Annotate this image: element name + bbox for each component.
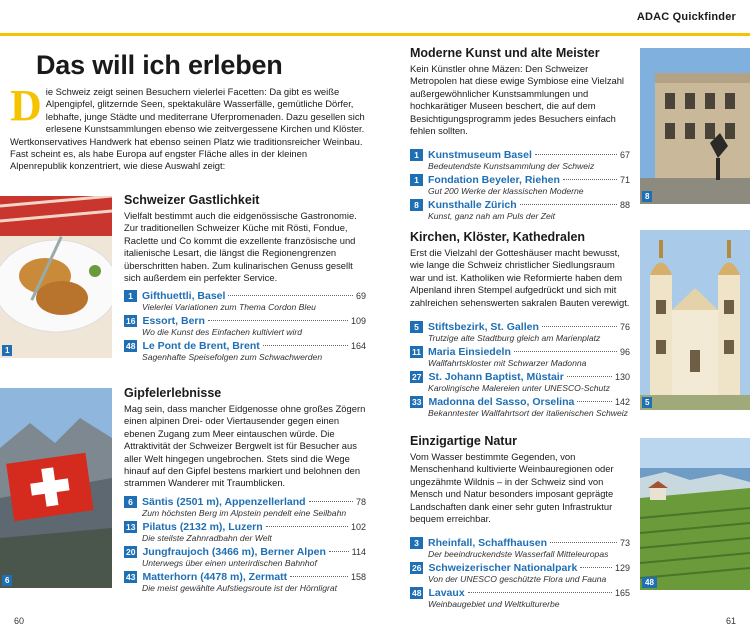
drop-cap: D: [10, 81, 42, 130]
entry-name[interactable]: Maria Einsiedeln: [428, 346, 511, 359]
page-ref: 73: [619, 538, 630, 549]
photo-mountain: [0, 388, 112, 588]
page-number-right: 61: [725, 616, 736, 626]
page-ref: 88: [619, 200, 630, 211]
entry-description: Unterwegs über einen unterirdischen Bahnhof: [142, 557, 317, 568]
quickfinder-label: ADAC Quickfinder: [636, 11, 736, 23]
section-title: Kirchen, Klöster, Kathedralen: [410, 230, 586, 244]
entry-name[interactable]: Madonna del Sasso, Orselina: [428, 396, 575, 409]
page-ref: 67: [619, 150, 630, 161]
entry-name[interactable]: Essort, Bern: [142, 315, 205, 328]
cathedral-icon: [640, 230, 750, 410]
list-item[interactable]: [410, 371, 630, 394]
entry-description: Bedeutendste Kunstsammlung der Schweiz: [428, 161, 595, 172]
entry-description: Bekanntester Wallfahrtsort der italienischen Schweiz: [428, 408, 628, 419]
entry-name[interactable]: Pilatus (2132 m), Luzern: [142, 520, 263, 533]
entry-name[interactable]: Kunstmuseum Basel: [428, 149, 532, 162]
entry-description: Der beeindruckendste Wasserfall Mitteleuropas: [428, 549, 609, 560]
entry-description: Weinbaugebiet und Weltkulturerbe: [428, 599, 560, 610]
entry-description: Die steilste Zahnradbahn der Welt: [142, 532, 272, 543]
entry-description: Vielerlei Variationen zum Thema Cordon Bleu: [142, 302, 316, 313]
map-number-badge: 3: [410, 537, 423, 549]
map-number-badge: 5: [410, 321, 423, 333]
page-ref: 130: [614, 372, 630, 383]
map-number-badge: 1: [410, 174, 423, 186]
photo-food: [0, 196, 112, 358]
page-ref: 69: [355, 291, 366, 302]
map-number-badge: 26: [412, 563, 422, 574]
page-title: Das will ich erleben: [36, 50, 283, 80]
entry-name[interactable]: Lavaux: [428, 587, 465, 600]
entry-description: Wo die Kunst des Einfachen kultiviert wird: [142, 327, 303, 338]
entry-description: Karolingische Malereien unter UNESCO-Schutz: [428, 383, 610, 394]
photo-tag: 48: [642, 577, 657, 588]
entry-description: Kunst, ganz nah am Puls der Zeit: [428, 211, 556, 222]
map-number-badge: 1: [124, 290, 137, 302]
photo-tag: 1: [2, 345, 12, 356]
section-natur: [410, 434, 630, 612]
museum-building-icon: [640, 48, 750, 204]
page-ref: 96: [619, 347, 630, 358]
entry-description: Von der UNESCO geschützte Flora und Fauna: [428, 574, 607, 585]
photo-cathedral: [640, 230, 750, 410]
entry-description: Trutzige alte Stadtburg gleich am Marienplatz: [428, 333, 601, 344]
section-text: Kein Künstler ohne Mäzen: Den Schweizer Metropolen hat diese ewige Symbiose eine Vielzahl außergewöhnlicher Kunstsammlungen und hochkarätiger Museen beschert, die auf dem Besichtigungsprogramm jedes Besuchers einfach fehlen sollten.: [410, 63, 625, 137]
photo-tag: 8: [642, 191, 652, 202]
section-kirchen: [410, 230, 630, 421]
section-title: Gipfelerlebnisse: [124, 386, 222, 400]
page-ref: 71: [619, 175, 630, 186]
entry-description: Gut 200 Werke der klassischen Moderne: [428, 186, 584, 197]
map-number-badge: 16: [126, 316, 136, 327]
map-number-badge: 1: [410, 149, 423, 161]
map-number-badge: 11: [412, 347, 421, 358]
list-item[interactable]: [410, 346, 630, 369]
list-item[interactable]: [410, 321, 630, 344]
list-item[interactable]: [410, 562, 630, 585]
section-text: Mag sein, dass mancher Eidgenosse ohne großes Zögern einen alpinen Drei- oder Viertausender gegen einen ebenen Zugang zum Meer eintauschen würde. Die Attraktivität der Schweizer Bergwelt ist für Besucher aus aller Welt hingegen ungebrochen. Stets sind die Wege hinauf auf den Gipfel bestens markiert und belohnen den strammen Wanderer mit Traumblicken.: [124, 403, 366, 489]
entry-description: Die meist gewählte Aufstiegsroute ist der Hörnligrat: [142, 582, 338, 593]
list-item[interactable]: [410, 587, 630, 610]
list-item[interactable]: [124, 315, 366, 338]
entry-name[interactable]: Kunsthalle Zürich: [428, 199, 517, 212]
list-item[interactable]: [124, 521, 366, 544]
section-text: Erst die Vielzahl der Gotteshäuser macht bewusst, wie lange die Schweiz christlicher Siedlungsraum war und ist. Katholiken wie Reformierte haben dem Alpenland ihren Stempel aufgedrückt und sich mit zahlreichen sehenswerten sakralen Bauten verewigt.: [410, 247, 630, 308]
entry-name[interactable]: Stiftsbezirk, St. Gallen: [428, 321, 539, 334]
entry-description: Wallfahrtskloster mit Schwarzer Madonna: [428, 358, 587, 369]
page-ref: 76: [619, 322, 630, 333]
section-title: Moderne Kunst und alte Meister: [410, 46, 600, 60]
page-ref: 78: [355, 496, 366, 507]
page-ref: 165: [614, 588, 630, 599]
photo-museum: [640, 48, 750, 204]
intro-paragraph: [10, 81, 365, 173]
list-item[interactable]: [410, 174, 630, 197]
map-number-badge: 8: [410, 199, 423, 211]
section-title: Einzigartige Natur: [410, 434, 517, 448]
header-rule: [0, 33, 750, 36]
map-number-badge: 48: [412, 588, 422, 599]
intro-text: ie Schweiz zeigt seinen Besuchern vielerlei Facetten: Da gibt es weiße Alpengipfel, glitzernde Seen, spektakuläre Wasserfälle, gemütliche Dörfer, lebhafte, junge Städte und mediterrane Uferpromenaden. Dazu gesellen sich erlesene Kunstsammlungen ebenso wie zeitvergessene Kirchen und Klöster. Wertkonservatives Handwerk hat ebenso seinen Platz wie traditionsreicher Weinbau. Fast scheint es, als habe Europa auf engster Fläche alles in der kleinen Alpenrepublik konzentriert, wie diese Auswahl zeigt:: [10, 86, 365, 172]
section-text: Vom Wasser bestimmte Gegenden, von Menschenhand kultivierte Weinbauregionen oder ungezähmte Wildnis – in der Schweiz sind von Mensch und Natur besonders imposant geprägte Landschaften dank einer sehr guten Infrastruktur bequem erreichbar.: [410, 451, 614, 525]
list-item[interactable]: [124, 546, 366, 569]
top-header: [0, 0, 750, 34]
swiss-flag-mountain-icon: [0, 388, 112, 588]
entry-name[interactable]: Matterhorn (4478 m), Zermatt: [142, 570, 288, 583]
section-text: Vielfalt bestimmt auch die eidgenössische Gastronomie. Zur traditionellen Schweizer Küche mit Rösti, Fondue, Raclette und Co kommt die exzellente französische und italienische Lesart, die längst die Regionengrenzen überschritten haben. Zum kulinarischen Genuss gesellt sich außerdem ein perfekter Service.: [124, 210, 357, 284]
entry-name[interactable]: Schweizerischer Nationalpark: [428, 562, 578, 575]
page-ref: 102: [350, 521, 366, 532]
entry-name[interactable]: Rheinfall, Schaffhausen: [428, 537, 548, 550]
photo-tag: 5: [642, 397, 652, 408]
map-number-badge: 20: [126, 546, 136, 557]
page-ref: 142: [614, 397, 630, 408]
page-ref: 109: [350, 316, 366, 327]
list-item[interactable]: [410, 149, 630, 172]
map-number-badge: 33: [412, 397, 422, 408]
map-number-badge: 48: [126, 341, 136, 352]
entry-name[interactable]: Jungfraujoch (3466 m), Berner Alpen: [142, 545, 326, 558]
list-item[interactable]: [124, 496, 366, 519]
entry-description: Zum höchsten Berg im Alpstein pendelt eine Seilbahn: [142, 507, 347, 518]
list-item[interactable]: [410, 537, 630, 560]
entry-name[interactable]: St. Johann Baptist, Müstair: [428, 371, 564, 384]
page-ref: 114: [351, 546, 366, 557]
list-item[interactable]: [124, 290, 366, 313]
photo-vineyard: [640, 438, 750, 590]
entry-name[interactable]: Fondation Beyeler, Riehen: [428, 174, 560, 187]
list-item[interactable]: [124, 340, 366, 363]
page-ref: 164: [350, 341, 366, 352]
section-gipfel: [124, 386, 366, 596]
entry-description: Sagenhafte Speisefolgen zum Schwachwerden: [142, 352, 323, 363]
list-item[interactable]: [410, 199, 630, 222]
page-number-left: 60: [14, 616, 25, 626]
entry-name[interactable]: Säntis (2501 m), Appenzellerland: [142, 495, 306, 508]
section-title: Schweizer Gastlichkeit: [124, 193, 260, 207]
section-gastlichkeit: [124, 193, 366, 365]
page-ref: 158: [350, 571, 366, 582]
entry-name[interactable]: Le Pont de Brent, Brent: [142, 340, 260, 353]
map-number-badge: 13: [126, 521, 136, 532]
page-ref: 129: [614, 563, 630, 574]
photo-tag: 6: [2, 575, 12, 586]
section-kunst: [410, 46, 630, 224]
vineyard-lake-icon: [640, 438, 750, 590]
food-plate-icon: [0, 196, 112, 358]
map-number-badge: 27: [412, 372, 422, 383]
entry-name[interactable]: Gifthuettli, Basel: [142, 290, 226, 303]
list-item[interactable]: [410, 396, 630, 419]
map-number-badge: 6: [124, 496, 137, 508]
list-item[interactable]: [124, 571, 366, 594]
map-number-badge: 43: [126, 571, 136, 582]
